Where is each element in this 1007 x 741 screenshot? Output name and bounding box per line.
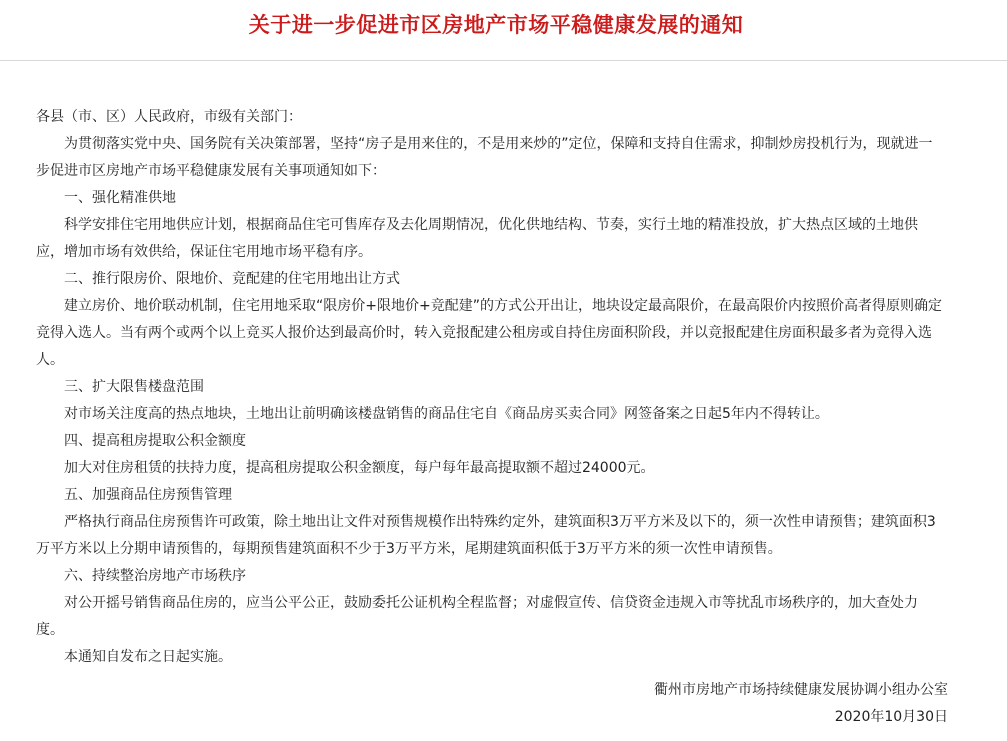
section-text-4: 加大对住房租赁的扶持力度，提高租房提取公积金额度，每户每年最高提取额不超过24000元。 [64,460,655,476]
issuer-name: 衢州市房地产市场持续健康发展协调小组办公室 [654,682,948,698]
section-heading-1: 一、强化精准供地 [64,190,176,206]
issue-date: 2020年10月30日 [834,709,948,725]
section-heading-5: 五、加强商品住房预售管理 [64,487,232,503]
section-text-1: 科学安排住宅用地供应计划，根据商品住宅可售库存及去化周期情况，优化供地结构、节奏，实行土地的精准投放，扩大热点区域的土地供应，增加市场有效供给，保证住宅用地市场平稳有序。 [36,217,918,260]
section-text-3: 对市场关注度高的热点地块，土地出让前明确该楼盘销售的商品住宅自《商品房买卖合同》网签备案之日起5年内不得转让。 [64,406,829,422]
section-heading-6: 六、持续整治房地产市场秩序 [64,568,246,584]
salutation: 各县（市、区）人民政府，市级有关部门： [36,109,302,125]
section-text-5: 严格执行商品住房预售许可政策，除土地出让文件对预售规模作出特殊约定外，建筑面积3万平方米及以下的，须一次性申请预售；建筑面积3万平方米以上分期申请预售的，每期预售建筑面积不少于3万平方米，尾期建筑面积低于3万平方米的须一次性申请预售。 [36,514,936,557]
section-heading-4: 四、提高租房提取公积金额度 [64,433,246,449]
section-text-2: 建立房价、地价联动机制，住宅用地采取“限房价+限地价+竞配建”的方式公开出让，地块设定最高限价，在最高限价内按照价高者得原则确定竞得入选人。当有两个或两个以上竞买人报价达到最高价时，转入竞报配建公租房或自持住房面积阶段，并以竞报配建住房面积最多者为竞得入选人。 [36,298,942,368]
signature-block [654,677,948,731]
closing-statement: 本通知自发布之日起实施。 [64,649,232,665]
section-heading-2: 二、推行限房价、限地价、竞配建的住宅用地出让方式 [64,271,400,287]
intro-paragraph: 为贯彻落实党中央、国务院有关决策部署，坚持“房子是用来住的，不是用来炒的”定位，保障和支持自住需求，抑制炒房投机行为，现就进一步促进市区房地产市场平稳健康发展有关事项通知如下： [36,136,933,179]
page-title: 关于进一步促进市区房地产市场平稳健康发展的通知 [248,12,744,37]
section-text-6: 对公开摇号销售商品住房的，应当公平公正，鼓励委托公证机构全程监督；对虚假宣传、信贷资金违规入市等扰乱市场秩序的，加大查处力度。 [36,595,918,638]
notice-body [36,104,942,671]
title-divider [0,60,1007,61]
section-heading-3: 三、扩大限售楼盘范围 [64,379,204,395]
